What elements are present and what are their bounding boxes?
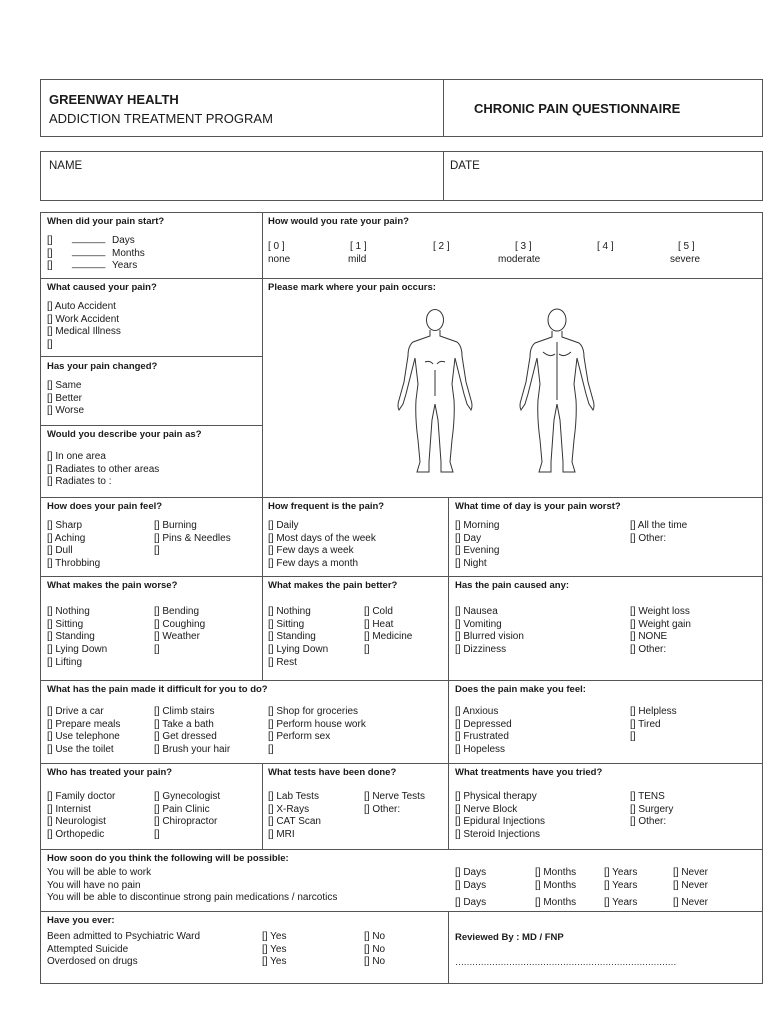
checkbox-discontinue-never[interactable]: [] Never	[673, 897, 709, 909]
unit-days: Days	[112, 235, 135, 246]
checkbox-evening[interactable]: [] Evening	[455, 545, 500, 557]
row-line	[40, 425, 263, 426]
row-line	[40, 763, 763, 764]
col-line	[262, 763, 263, 849]
checkbox-burning[interactable]: [] Burning	[154, 520, 197, 531]
checkbox-work-days[interactable]: [] Days	[455, 867, 487, 878]
difficult-col3	[268, 706, 366, 757]
checkbox-discontinue-years[interactable]: [] Years	[604, 897, 638, 909]
difficult-col2	[154, 706, 230, 757]
worse-question: What makes the pain worse?	[47, 580, 178, 591]
checkbox-worse-nothing[interactable]: [] Nothing	[47, 606, 90, 617]
checkbox-get-dressed[interactable]: [] Get dressed	[154, 731, 217, 743]
checkbox-hopeless[interactable]: [] Hopeless	[455, 744, 506, 756]
describe-question: Would you describe your pain as?	[47, 429, 202, 440]
checkbox-helpless[interactable]: [] Helpless	[630, 706, 677, 717]
pain-start-boxes	[47, 235, 53, 273]
reviewed-by-signature-line[interactable]: ……………………………………………………………………	[455, 957, 676, 967]
rating-0[interactable]: [ 0 ]	[268, 241, 285, 252]
checkbox-daily[interactable]: [] Daily	[268, 520, 299, 531]
row-line	[40, 576, 763, 577]
possible-item-work: You will be able to work	[47, 867, 152, 878]
worse-col2	[154, 606, 205, 657]
treatments-question: What treatments have you tried?	[455, 767, 603, 778]
checkbox-none[interactable]: [] NONE	[630, 631, 668, 643]
treatments-col1	[455, 791, 545, 842]
checkbox-most-days[interactable]: [] Most days of the week	[268, 532, 376, 544]
checkbox-nopain-never[interactable]: [] Never	[673, 879, 709, 891]
checkbox-use-telephone[interactable]: [] Use telephone	[47, 731, 120, 743]
changed-options	[47, 380, 84, 418]
checkbox-discontinue-months[interactable]: [] Months	[535, 897, 577, 909]
checkbox-worse-standing[interactable]: [] Standing	[47, 631, 95, 643]
blank-months[interactable]: ______	[72, 245, 106, 257]
rating-2[interactable]: [ 2 ]	[433, 241, 450, 252]
checkbox-house-work[interactable]: [] Perform house work	[268, 718, 366, 730]
rating-label-severe: severe	[670, 254, 701, 265]
checkbox-months[interactable]: []	[47, 247, 53, 259]
checkbox-physical-therapy[interactable]: [] Physical therapy	[455, 791, 537, 802]
have-you-items	[47, 931, 200, 969]
item-psychiatric-ward: Been admitted to Psychiatric Ward	[47, 931, 201, 942]
checkbox-throbbing[interactable]: [] Throbbing	[47, 558, 101, 570]
checkbox-heat[interactable]: [] Heat	[364, 618, 394, 630]
possible-days	[455, 867, 486, 910]
pain-start-units	[112, 235, 145, 273]
have-you-yes	[262, 931, 286, 969]
checkbox-better-standing[interactable]: [] Standing	[268, 631, 316, 643]
checkbox-vomiting[interactable]: [] Vomiting	[455, 618, 502, 630]
possible-items	[47, 867, 337, 905]
checkbox-surgery[interactable]: [] Surgery	[630, 803, 674, 815]
checkbox-psychiatric-no[interactable]: [] No	[364, 931, 386, 942]
difficult-question: What has the pain made it difficult for you to do?	[47, 684, 268, 695]
better-question: What makes the pain better?	[268, 580, 398, 591]
row-line	[40, 911, 763, 912]
better-col2	[364, 606, 412, 657]
possible-months	[535, 867, 576, 910]
checkbox-caused-other[interactable]: [] Other:	[630, 644, 667, 656]
item-attempted-suicide: Attempted Suicide	[47, 943, 129, 955]
rating-label-mild: mild	[348, 254, 367, 265]
feel-col1	[47, 520, 100, 571]
checkbox-shop-groceries[interactable]: [] Shop for groceries	[268, 706, 359, 717]
rating-4[interactable]: [ 4 ]	[597, 241, 614, 252]
checkbox-pain-clinic[interactable]: [] Pain Clinic	[154, 803, 210, 815]
checkbox-overdose-no[interactable]: [] No	[364, 956, 386, 968]
checkbox-weight-gain[interactable]: [] Weight gain	[630, 618, 691, 630]
checkbox-worse-sitting[interactable]: [] Sitting	[47, 618, 84, 630]
body-map[interactable]	[395, 300, 615, 482]
row-line	[40, 497, 763, 498]
checkbox-one-area[interactable]: [] In one area	[47, 451, 106, 462]
make-feel-question: Does the pain make you feel:	[455, 684, 586, 695]
checkbox-steroid[interactable]: [] Steroid Injections	[455, 829, 541, 841]
better-col1	[268, 606, 328, 669]
cause-question: What caused your pain?	[47, 282, 157, 293]
body-back-figure	[520, 309, 594, 472]
checkbox-gynecologist[interactable]: [] Gynecologist	[154, 791, 221, 802]
checkbox-nopain-days[interactable]: [] Days	[455, 879, 487, 891]
checkbox-x-rays[interactable]: [] X-Rays	[268, 803, 310, 815]
rating-question: How would you rate your pain?	[268, 216, 409, 227]
row-line	[40, 849, 763, 850]
checkbox-coughing[interactable]: [] Coughing	[154, 618, 206, 630]
checkbox-dull[interactable]: [] Dull	[47, 545, 73, 557]
treated-question: Who has treated your pain?	[47, 767, 173, 778]
checkbox-orthopedic[interactable]: [] Orthopedic	[47, 829, 105, 841]
checkbox-work-months[interactable]: [] Months	[535, 867, 577, 878]
checkbox-tens[interactable]: [] TENS	[630, 791, 665, 802]
checkbox-worse-lying-down[interactable]: [] Lying Down	[47, 644, 108, 656]
checkbox-pins-needles[interactable]: [] Pins & Needles	[154, 532, 231, 544]
difficult-col1	[47, 706, 120, 757]
possible-question: How soon do you think the following will be possible:	[47, 853, 289, 864]
feel-question: How does your pain feel?	[47, 501, 163, 512]
checkbox-worse[interactable]: [] Worse	[47, 405, 85, 417]
checkbox-aching[interactable]: [] Aching	[47, 532, 86, 544]
checkbox-feel-other[interactable]: []	[630, 731, 636, 743]
org-name: GREENWAY HEALTH	[49, 92, 179, 107]
checkbox-neurologist[interactable]: [] Neurologist	[47, 816, 106, 828]
checkbox-climb-stairs[interactable]: [] Climb stairs	[154, 706, 215, 717]
checkbox-bending[interactable]: [] Bending	[154, 606, 200, 617]
frequent-options	[268, 520, 376, 571]
form-title: CHRONIC PAIN QUESTIONNAIRE	[474, 101, 681, 116]
treated-col1	[47, 791, 115, 842]
checkbox-nerve-block[interactable]: [] Nerve Block	[455, 803, 518, 815]
time-of-day-col2	[630, 520, 687, 545]
pain-start-blanks	[72, 233, 105, 271]
cause-options	[47, 301, 121, 352]
worse-col1	[47, 606, 107, 669]
make-feel-col2	[630, 706, 677, 744]
checkbox-treated-other[interactable]: []	[154, 829, 160, 841]
checkbox-epidural[interactable]: [] Epidural Injections	[455, 816, 546, 828]
checkbox-few-days-week[interactable]: [] Few days a week	[268, 545, 354, 557]
possible-never	[673, 867, 708, 910]
date-field[interactable]	[444, 152, 762, 200]
caused-any-col2	[630, 606, 691, 657]
checkbox-all-the-time[interactable]: [] All the time	[630, 520, 688, 531]
checkbox-feel-other[interactable]: []	[154, 545, 160, 557]
checkbox-auto-accident[interactable]: [] Auto Accident	[47, 301, 116, 312]
time-of-day-col1	[455, 520, 499, 571]
checkbox-morning[interactable]: [] Morning	[455, 520, 500, 531]
reviewed-by-label: Reviewed By : MD / FNP	[455, 932, 564, 943]
checkbox-better[interactable]: [] Better	[47, 392, 83, 404]
have-you-question: Have you ever:	[47, 915, 115, 926]
checkbox-cold[interactable]: [] Cold	[364, 606, 393, 617]
pain-start-question: When did your pain start?	[47, 216, 165, 227]
checkbox-night[interactable]: [] Night	[455, 558, 487, 570]
checkbox-few-days-month[interactable]: [] Few days a month	[268, 558, 359, 570]
unit-months: Months	[112, 247, 145, 259]
caused-any-col1	[455, 606, 524, 657]
checkbox-sharp[interactable]: [] Sharp	[47, 520, 83, 531]
row-line	[40, 680, 763, 681]
checkbox-suicide-yes[interactable]: [] Yes	[262, 943, 287, 955]
checkbox-perform-sex[interactable]: [] Perform sex	[268, 731, 331, 743]
blank-days[interactable]: ______	[72, 233, 106, 244]
date-label: DATE	[450, 160, 480, 172]
make-feel-col1	[455, 706, 512, 757]
checkbox-better-nothing[interactable]: [] Nothing	[268, 606, 311, 617]
checkbox-worse-other[interactable]: []	[154, 644, 160, 656]
checkbox-weather[interactable]: [] Weather	[154, 631, 200, 643]
tests-col2	[364, 791, 425, 816]
checkbox-brush-hair[interactable]: [] Brush your hair	[154, 744, 231, 756]
checkbox-better-sitting[interactable]: [] Sitting	[268, 618, 305, 630]
treated-col2	[154, 791, 220, 842]
checkbox-day[interactable]: [] Day	[455, 532, 482, 544]
have-you-no	[364, 931, 385, 969]
tests-question: What tests have been done?	[268, 767, 397, 778]
checkbox-drive-car[interactable]: [] Drive a car	[47, 706, 104, 717]
checkbox-internist[interactable]: [] Internist	[47, 803, 91, 815]
checkbox-work-never[interactable]: [] Never	[673, 867, 709, 878]
col-line	[448, 497, 449, 680]
possible-years	[604, 867, 637, 910]
blank-years[interactable]: ______	[72, 258, 106, 270]
checkbox-lab-tests[interactable]: [] Lab Tests	[268, 791, 319, 802]
rating-3[interactable]: [ 3 ]	[515, 241, 532, 252]
feel-col2	[154, 520, 231, 558]
checkbox-nopain-months[interactable]: [] Months	[535, 879, 577, 891]
changed-question: Has your pain changed?	[47, 361, 158, 372]
col-line	[448, 763, 449, 849]
rating-label-none: none	[268, 254, 291, 265]
checkbox-tired[interactable]: [] Tired	[630, 718, 661, 730]
checkbox-medical-illness[interactable]: [] Medical Illness	[47, 326, 121, 338]
checkbox-difficult-other[interactable]: []	[268, 744, 274, 756]
checkbox-discontinue-days[interactable]: [] Days	[455, 897, 487, 909]
checkbox-work-accident[interactable]: [] Work Accident	[47, 313, 120, 325]
col-line	[448, 680, 449, 763]
checkbox-blurred-vision[interactable]: [] Blurred vision	[455, 631, 524, 643]
checkbox-anxious[interactable]: [] Anxious	[455, 706, 499, 717]
checkbox-nausea[interactable]: [] Nausea	[455, 606, 498, 617]
tests-col1	[268, 791, 321, 842]
rating-5[interactable]: [ 5 ]	[678, 241, 695, 252]
item-overdosed: Overdosed on drugs	[47, 956, 138, 968]
checkbox-depressed[interactable]: [] Depressed	[455, 718, 512, 730]
checkbox-radiates-to[interactable]: [] Radiates to :	[47, 476, 112, 488]
rating-1[interactable]: [ 1 ]	[350, 241, 367, 252]
checkbox-rest[interactable]: [] Rest	[268, 656, 297, 668]
possible-item-no-pain: You will have no pain	[47, 879, 141, 891]
name-label: NAME	[49, 160, 83, 172]
checkbox-years[interactable]: []	[47, 260, 53, 272]
frequent-question: How frequent is the pain?	[268, 501, 385, 512]
checkbox-days[interactable]: []	[47, 235, 53, 246]
checkbox-same[interactable]: [] Same	[47, 380, 82, 391]
checkbox-overdose-yes[interactable]: [] Yes	[262, 956, 287, 968]
checkbox-nopain-years[interactable]: [] Years	[604, 879, 638, 891]
checkbox-nerve-tests[interactable]: [] Nerve Tests	[364, 791, 425, 802]
checkbox-radiates-other[interactable]: [] Radiates to other areas	[47, 463, 160, 475]
checkbox-dizziness[interactable]: [] Dizziness	[455, 644, 507, 656]
header-divider	[443, 79, 444, 137]
checkbox-worse-lifting[interactable]: [] Lifting	[47, 656, 83, 668]
checkbox-cause-other[interactable]: []	[47, 339, 53, 351]
possible-item-discontinue: You will be able to discontinue strong pain medications / narcotics	[47, 892, 338, 904]
row-line	[40, 278, 763, 279]
checkbox-better-lying-down[interactable]: [] Lying Down	[268, 644, 329, 656]
checkbox-chiropractor[interactable]: [] Chiropractor	[154, 816, 218, 828]
checkbox-cat-scan[interactable]: [] CAT Scan	[268, 816, 321, 828]
rating-label-moderate: moderate	[498, 254, 541, 265]
checkbox-suicide-no[interactable]: [] No	[364, 943, 386, 955]
col-line	[262, 212, 263, 680]
checkbox-use-toilet[interactable]: [] Use the toilet	[47, 744, 114, 756]
checkbox-prepare-meals[interactable]: [] Prepare meals	[47, 718, 121, 730]
checkbox-family-doctor[interactable]: [] Family doctor	[47, 791, 116, 802]
name-field[interactable]	[41, 152, 442, 200]
checkbox-treatments-other[interactable]: [] Other:	[630, 816, 667, 828]
checkbox-time-other[interactable]: [] Other:	[630, 532, 667, 544]
checkbox-tests-other[interactable]: [] Other:	[364, 803, 401, 815]
checkbox-medicine[interactable]: [] Medicine	[364, 631, 413, 643]
body-front-figure	[398, 310, 472, 473]
caused-any-question: Has the pain caused any:	[455, 580, 570, 591]
treatments-col2	[630, 791, 673, 829]
checkbox-work-years[interactable]: [] Years	[604, 867, 638, 878]
col-line	[448, 911, 449, 984]
time-of-day-question: What time of day is your pain worst?	[455, 501, 621, 512]
row-line	[40, 356, 263, 357]
body-map-question: Please mark where your pain occurs:	[268, 282, 436, 293]
checkbox-psychiatric-yes[interactable]: [] Yes	[262, 931, 287, 942]
describe-options	[47, 451, 159, 489]
checkbox-better-other[interactable]: []	[364, 644, 370, 656]
checkbox-take-bath[interactable]: [] Take a bath	[154, 718, 214, 730]
checkbox-frustrated[interactable]: [] Frustrated	[455, 731, 509, 743]
checkbox-mri[interactable]: [] MRI	[268, 829, 295, 841]
program-name: ADDICTION TREATMENT PROGRAM	[49, 111, 273, 126]
checkbox-weight-loss[interactable]: [] Weight loss	[630, 606, 690, 617]
unit-years: Years	[112, 260, 138, 272]
